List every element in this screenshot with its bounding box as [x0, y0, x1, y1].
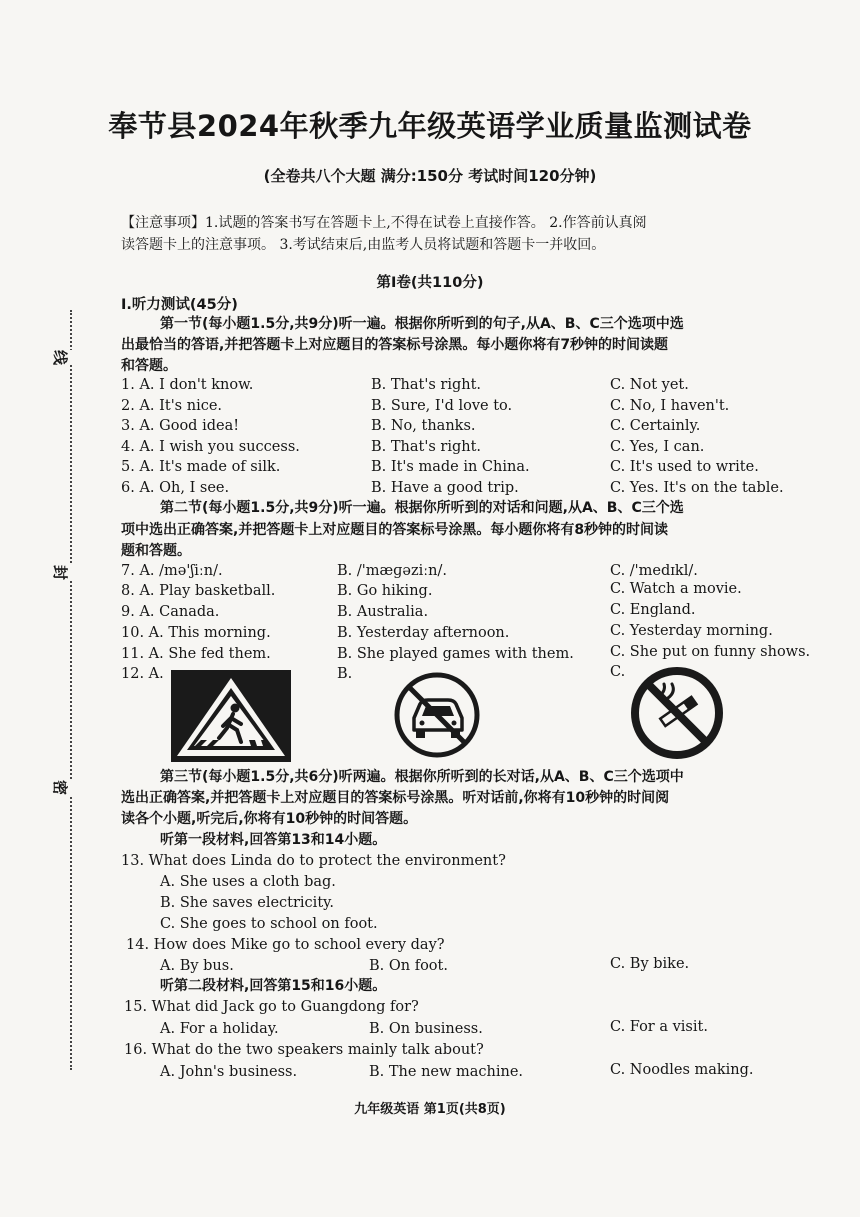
q9-option-b: B. Australia.	[337, 604, 429, 620]
binding-dotted-line	[70, 310, 72, 1070]
section3-line-2: 选出正确答案,并把答题卡上对应题目的答案标号涂黑。听对话前,你将有10秒钟的时间阅	[121, 790, 670, 806]
section3-line-1: 第三节(每小题1.5分,共6分)听两遍。根据你所听到的长对话,从A、B、C三个选项中	[160, 769, 684, 785]
q8-option-b: B. Go hiking.	[337, 583, 433, 599]
no-smoking-sign-icon	[630, 666, 724, 760]
section1-line-2: 出最恰当的答语,并把答题卡上对应题目的答案标号涂黑。每小题你将有7秒钟的时间读题	[121, 337, 669, 353]
q3-option-a: 3. A. Good idea!	[121, 418, 240, 434]
q10-option-b: B. Yesterday afternoon.	[337, 625, 510, 641]
q6-option-b: B. Have a good trip.	[371, 480, 519, 496]
exam-title: 奉节县2024年秋季九年级英语学业质量监测试卷	[108, 109, 752, 143]
q1-option-b: B. That's right.	[371, 377, 482, 393]
q4-option-b: B. That's right.	[371, 439, 482, 455]
q13-option-a: A. She uses a cloth bag.	[160, 874, 336, 890]
q11-option-c: C. She put on funny shows.	[610, 644, 811, 660]
section2-line-2: 项中选出正确答案,并把答题卡上对应题目的答案标号涂黑。每小题你将有8秒钟的时间读	[121, 522, 669, 538]
q16-option-a: A. John's business.	[160, 1064, 298, 1080]
material-1-instruction: 听第一段材料,回答第13和14小题。	[160, 832, 387, 848]
q8-option-a: 8. A. Play basketball.	[121, 583, 276, 599]
section3-line-3: 读各个小题,听完后,你将有10秒钟的时间答题。	[121, 811, 418, 827]
q12-option-c: C.	[610, 664, 626, 680]
binding-mark-mi: 密	[48, 780, 73, 795]
q14-option-a: A. By bus.	[160, 958, 234, 974]
q5-option-c: C. It's used to write.	[610, 459, 759, 475]
section2-line-1: 第二节(每小题1.5分,共9分)听一遍。根据你所听到的对话和问题,从A、B、C三个选	[160, 500, 684, 516]
section1-line-3: 和答题。	[121, 358, 177, 374]
q7-option-a: 7. A. /mə'ʃiːn/.	[121, 563, 223, 579]
q5-option-b: B. It's made in China.	[371, 459, 530, 475]
section1-line-1: 第一节(每小题1.5分,共9分)听一遍。根据你所听到的句子,从A、B、C三个选项中选	[160, 316, 684, 332]
q10-option-c: C. Yesterday morning.	[610, 623, 773, 639]
notice-line-2: 读答题卡上的注意事项。 3.考试结束后,由监考人员将试题和答题卡一并收回。	[121, 237, 606, 253]
binding-mark-feng: 封	[48, 565, 73, 580]
q16-option-c: C. Noodles making.	[610, 1062, 754, 1078]
q13-stem: 13. What does Linda do to protect the environment?	[121, 853, 506, 869]
q2-option-c: C. No, I haven't.	[610, 398, 730, 414]
exam-subtitle: (全卷共八个大题 满分:150分 考试时间120分钟)	[263, 167, 597, 185]
volume-title: 第Ⅰ卷(共110分)	[376, 275, 484, 291]
q2-option-b: B. Sure, I'd love to.	[371, 398, 513, 414]
q4-option-a: 4. A. I wish you success.	[121, 439, 300, 455]
q13-option-c: C. She goes to school on foot.	[160, 916, 378, 932]
q6-option-c: C. Yes. It's on the table.	[610, 480, 784, 496]
q12-option-b: B.	[337, 666, 353, 682]
q11-option-a: 11. A. She fed them.	[121, 646, 271, 662]
section2-line-3: 题和答题。	[121, 543, 191, 559]
q1-option-c: C. Not yet.	[610, 377, 689, 393]
material-2-instruction: 听第二段材料,回答第15和16小题。	[160, 978, 387, 994]
q6-option-a: 6. A. Oh, I see.	[121, 480, 230, 496]
q13-option-b: B. She saves electricity.	[160, 895, 335, 911]
q1-option-a: 1. A. I don't know.	[121, 377, 254, 393]
q10-option-a: 10. A. This morning.	[121, 625, 271, 641]
no-cars-sign-icon	[392, 670, 482, 760]
q14-stem: 14. How does Mike go to school every day?	[126, 937, 445, 953]
notice-line-1: 【注意事项】1.试题的答案书写在答题卡上,不得在试卷上直接作答。 2.作答前认真阅	[121, 215, 647, 231]
q15-option-b: B. On business.	[369, 1021, 483, 1037]
q14-option-c: C. By bike.	[610, 956, 690, 972]
q12-option-a: 12. A.	[121, 666, 164, 682]
q15-stem: 15. What did Jack go to Guangdong for?	[124, 999, 419, 1015]
q15-option-a: A. For a holiday.	[160, 1021, 279, 1037]
q9-option-c: C. England.	[610, 602, 696, 618]
q3-option-b: B. No, thanks.	[371, 418, 476, 434]
q16-stem: 16. What do the two speakers mainly talk about?	[124, 1042, 484, 1058]
binding-mark-xian: 线	[48, 350, 73, 365]
q9-option-a: 9. A. Canada.	[121, 604, 220, 620]
q2-option-a: 2. A. It's nice.	[121, 398, 223, 414]
q15-option-c: C. For a visit.	[610, 1019, 708, 1035]
q7-option-b: B. /'mæɡəziːn/.	[337, 563, 447, 579]
q5-option-a: 5. A. It's made of silk.	[121, 459, 281, 475]
pedestrian-crossing-sign-icon	[171, 670, 291, 762]
q16-option-b: B. The new machine.	[369, 1064, 524, 1080]
q8-option-c: C. Watch a movie.	[610, 581, 742, 597]
q3-option-c: C. Certainly.	[610, 418, 701, 434]
part1-title: Ⅰ.听力测试(45分)	[121, 297, 238, 313]
q4-option-c: C. Yes, I can.	[610, 439, 705, 455]
page-footer: 九年级英语 第1页(共8页)	[354, 1102, 506, 1117]
q7-option-c: C. /'medɪkl/.	[610, 563, 698, 579]
q11-option-b: B. She played games with them.	[337, 646, 574, 662]
q14-option-b: B. On foot.	[369, 958, 448, 974]
